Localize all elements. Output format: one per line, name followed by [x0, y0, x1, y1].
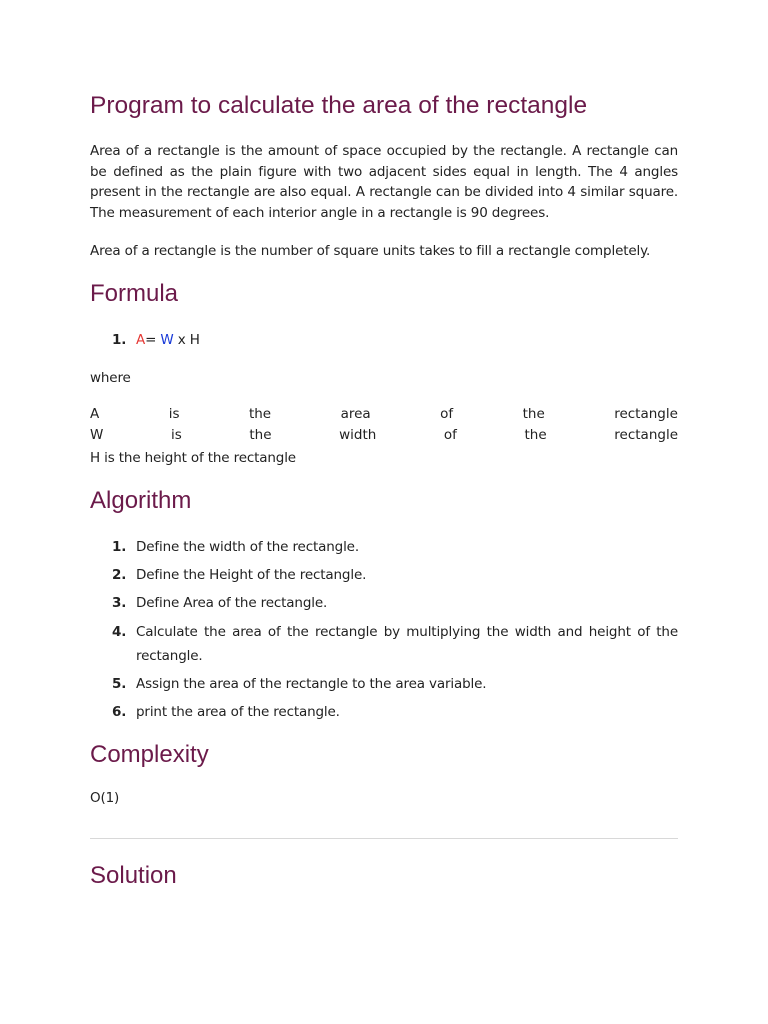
- list-text: Calculate the area of the rectangle by multiplying the width and height of the rectangle.: [136, 624, 678, 664]
- formula-equals: =: [145, 332, 161, 348]
- list-number: 1.: [112, 539, 127, 555]
- section-divider: [90, 838, 678, 839]
- complexity-heading: Complexity: [90, 741, 209, 768]
- word: area: [340, 406, 371, 422]
- page-title: Program to calculate the area of the rectangle: [90, 92, 588, 119]
- definition-line-h: H is the height of the rectangle: [90, 450, 296, 466]
- list-number: 2.: [112, 567, 127, 583]
- complexity-value: O(1): [90, 790, 120, 806]
- definition-line-a: [90, 406, 678, 422]
- list-number: 6.: [112, 704, 127, 720]
- list-text: Assign the area of the rectangle to the area variable.: [136, 676, 487, 692]
- list-text: print the area of the rectangle.: [136, 704, 340, 720]
- list-text: Define the width of the rectangle.: [136, 539, 359, 555]
- word: is: [168, 406, 180, 422]
- algorithm-heading: Algorithm: [90, 487, 192, 514]
- solution-heading: Solution: [90, 862, 177, 889]
- where-label: where: [90, 370, 131, 386]
- formula-rest: x H: [173, 332, 200, 348]
- intro-paragraph-2: Area of a rectangle is the number of square units takes to fill a rectangle completely.: [90, 243, 651, 259]
- word: is: [170, 427, 182, 443]
- word: rectangle: [614, 406, 678, 422]
- word: width: [339, 427, 377, 443]
- word: of: [443, 427, 457, 443]
- list-text: Define the Height of the rectangle.: [136, 567, 367, 583]
- word: of: [440, 406, 454, 422]
- list-number: 5.: [112, 676, 127, 692]
- list-number: 1.: [112, 332, 127, 348]
- intro-paragraph: Area of a rectangle is the amount of space occupied by the rectangle. A rectangle can be defined as the plain figure with two adjacent sides equal in length. The 4 angles present in the rectangle are also equal. A rectangle can be divided into 4 similar square. The measurement of each interior angle in a rectangle is 90 degrees.: [90, 143, 678, 221]
- formula-expression: [136, 328, 678, 352]
- list-number: 3.: [112, 595, 127, 611]
- formula-var-w: W: [160, 332, 174, 348]
- word: the: [248, 406, 272, 422]
- word: rectangle: [614, 427, 678, 443]
- word: the: [524, 427, 547, 443]
- list-text: Define Area of the rectangle.: [136, 595, 328, 611]
- formula-heading: Formula: [90, 280, 179, 307]
- word: the: [522, 406, 545, 422]
- list-number: 4.: [112, 624, 127, 640]
- word: the: [249, 427, 272, 443]
- definition-line-w: [90, 427, 678, 443]
- word: W: [90, 427, 104, 443]
- formula-var-a: A: [136, 332, 146, 348]
- word: A: [90, 406, 100, 422]
